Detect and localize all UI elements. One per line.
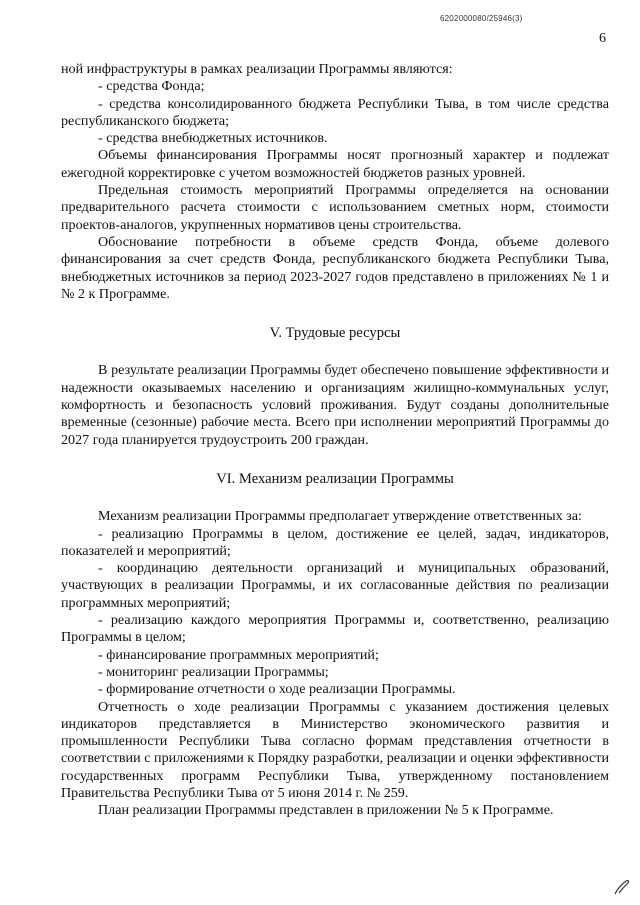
paragraph: Объемы финансирования Программы носят прогнозный характер и подлежат ежегодной корректировке с учетом возможностей бюджетов разных уровней. xyxy=(61,147,609,181)
paragraph: - средства Фонда; xyxy=(98,78,205,95)
intro-block xyxy=(61,61,609,303)
handwritten-mark-icon xyxy=(612,878,634,896)
paragraph: - мониторинг реализации Программы; xyxy=(98,663,329,680)
paragraph: - финансирование программных мероприятий; xyxy=(98,646,379,663)
paragraph: Предельная стоимость мероприятий Программы определяется на основании предварительного расчета стоимости с использованием сметных норм, стоимости проектов-аналогов, укрупненных нормативов цены строительства. xyxy=(61,182,609,233)
paragraph: - реализацию каждого мероприятия Программы и, соответственно, реализацию Программы в целом; xyxy=(61,612,609,646)
paragraph: - координацию деятельности организаций и муниципальных образований, участвующих в реализации Программы, и их согласованные действия по реализации программных мероприятий; xyxy=(61,560,609,611)
paragraph: - формирование отчетности о ходе реализации Программы. xyxy=(98,681,456,698)
document-code: 6202000080/25946(3) xyxy=(440,14,523,23)
paragraph: Обоснование потребности в объеме средств Фонда, объеме долевого финансирования за счет средств Фонда, республиканского бюджета Республики Тыва, внебюджетных источников за период 2023-2027 годов представлено в приложениях № 1 и № 2 к Программе. xyxy=(61,233,609,302)
paragraph: - средства внебюджетных источников. xyxy=(98,130,328,147)
document-body xyxy=(61,61,609,820)
labor-section-body xyxy=(61,362,609,448)
section-heading-mechanism: VI. Механизм реализации Программы xyxy=(216,470,454,487)
paragraph: Механизм реализации Программы предполагает утверждение ответственных за: xyxy=(98,508,582,525)
paragraph: Отчетность о ходе реализации Программы с указанием достижения целевых индикаторов представляется в Министерство экономического развития и промышленности Республики Тыва согласно формам представления отчетности в соответствии с приложениями к Порядку разработки, реализации и оценки эффективности государственных программ Республики Тыва, утвержденному постановлением Правительства Республики Тыва от 5 июня 2014 г. № 259. xyxy=(61,698,609,801)
paragraph: - реализацию Программы в целом, достижение ее целей, задач, индикаторов, показателей и мероприятий; xyxy=(61,525,609,559)
mechanism-section-body xyxy=(61,508,609,819)
paragraph: - средства консолидированного бюджета Республики Тыва, в том числе средства республиканского бюджета; xyxy=(61,95,609,129)
paragraph: План реализации Программы представлен в приложении № 5 к Программе. xyxy=(98,802,554,819)
section-heading-labor: V. Трудовые ресурсы xyxy=(269,325,401,342)
paragraph: В результате реализации Программы будет обеспечено повышение эффективности и надежности оказываемых населению и организациям жилищно-коммунальных услуг, комфортность и безопасность условий проживания. Будут созданы дополнительные временные (сезонные) рабочие места. Всего при исполнении мероприятий Программы до 2027 года планируется трудоустроить 200 граждан. xyxy=(61,362,609,448)
page-number: 6 xyxy=(599,31,606,46)
paragraph: ной инфраструктуры в рамках реализации Программы являются: xyxy=(61,61,453,77)
